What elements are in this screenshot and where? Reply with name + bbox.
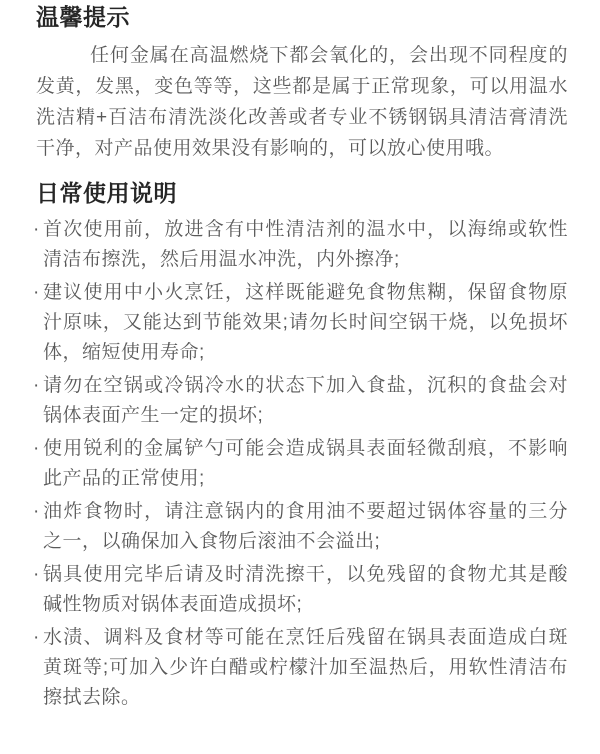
bullet-marker: · — [33, 282, 40, 303]
list-item — [33, 623, 568, 713]
bullet-marker: · — [33, 219, 40, 240]
bullet-marker: · — [33, 627, 40, 648]
list-item — [33, 215, 568, 275]
list-item — [33, 278, 568, 368]
usage-instructions-list — [33, 215, 568, 713]
list-item-text: 锅具使用完毕后请及时清洗擦干，以免残留的食物尤其是酸碱性物质对锅体表面造成损坏; — [43, 564, 568, 615]
usage-instructions-title: 日常使用说明 — [36, 180, 177, 206]
list-item-text: 油炸食物时，请注意锅内的食用油不要超过锅体容量的三分之一，以确保加入食物后滚油不会溢出; — [43, 501, 568, 552]
bullet-marker: · — [33, 564, 40, 585]
warm-tips-title: 温馨提示 — [36, 4, 130, 30]
list-item — [33, 371, 568, 431]
warm-tips-section — [36, 2, 568, 164]
list-item-text: 首次使用前，放进含有中性清洁剂的温水中，以海绵或软性清洁布擦洗，然后用温水冲洗，内外擦净; — [43, 219, 568, 270]
list-item-text: 建议使用中小火烹饪，这样既能避免食物焦糊，保留食物原汁原味，又能达到节能效果;请勿长时间空锅干烧，以免损坏体，缩短使用寿命; — [43, 282, 568, 363]
list-item-text: 请勿在空锅或冷锅冷水的状态下加入食盐，沉积的食盐会对锅体表面产生一定的损坏; — [43, 375, 568, 426]
bullet-marker: · — [33, 375, 40, 396]
usage-instructions-section — [33, 178, 568, 713]
list-item — [33, 497, 568, 557]
warm-tips-paragraph: 任何金属在高温燃烧下都会氧化的，会出现不同程度的发黄，发黑，变色等等，这些都是属于正常现象，可以用温水洗洁精+百洁布清洗淡化改善或者专业不锈钢锅具清洁膏清洗干净，对产品使用效果没有影响的，可以放心使用哦。 — [36, 45, 568, 159]
list-item-text: 使用锐利的金属铲勺可能会造成锅具表面轻微刮痕，不影响此产品的正常使用; — [43, 438, 568, 489]
list-item — [33, 434, 568, 494]
bullet-marker: · — [33, 501, 40, 522]
bullet-marker: · — [33, 438, 40, 459]
list-item-text: 水渍、调料及食材等可能在烹饪后残留在锅具表面造成白斑黄斑等;可加入少许白醋或柠檬汁加至温热后，用软性清洁布擦拭去除。 — [43, 627, 568, 708]
list-item — [33, 560, 568, 620]
